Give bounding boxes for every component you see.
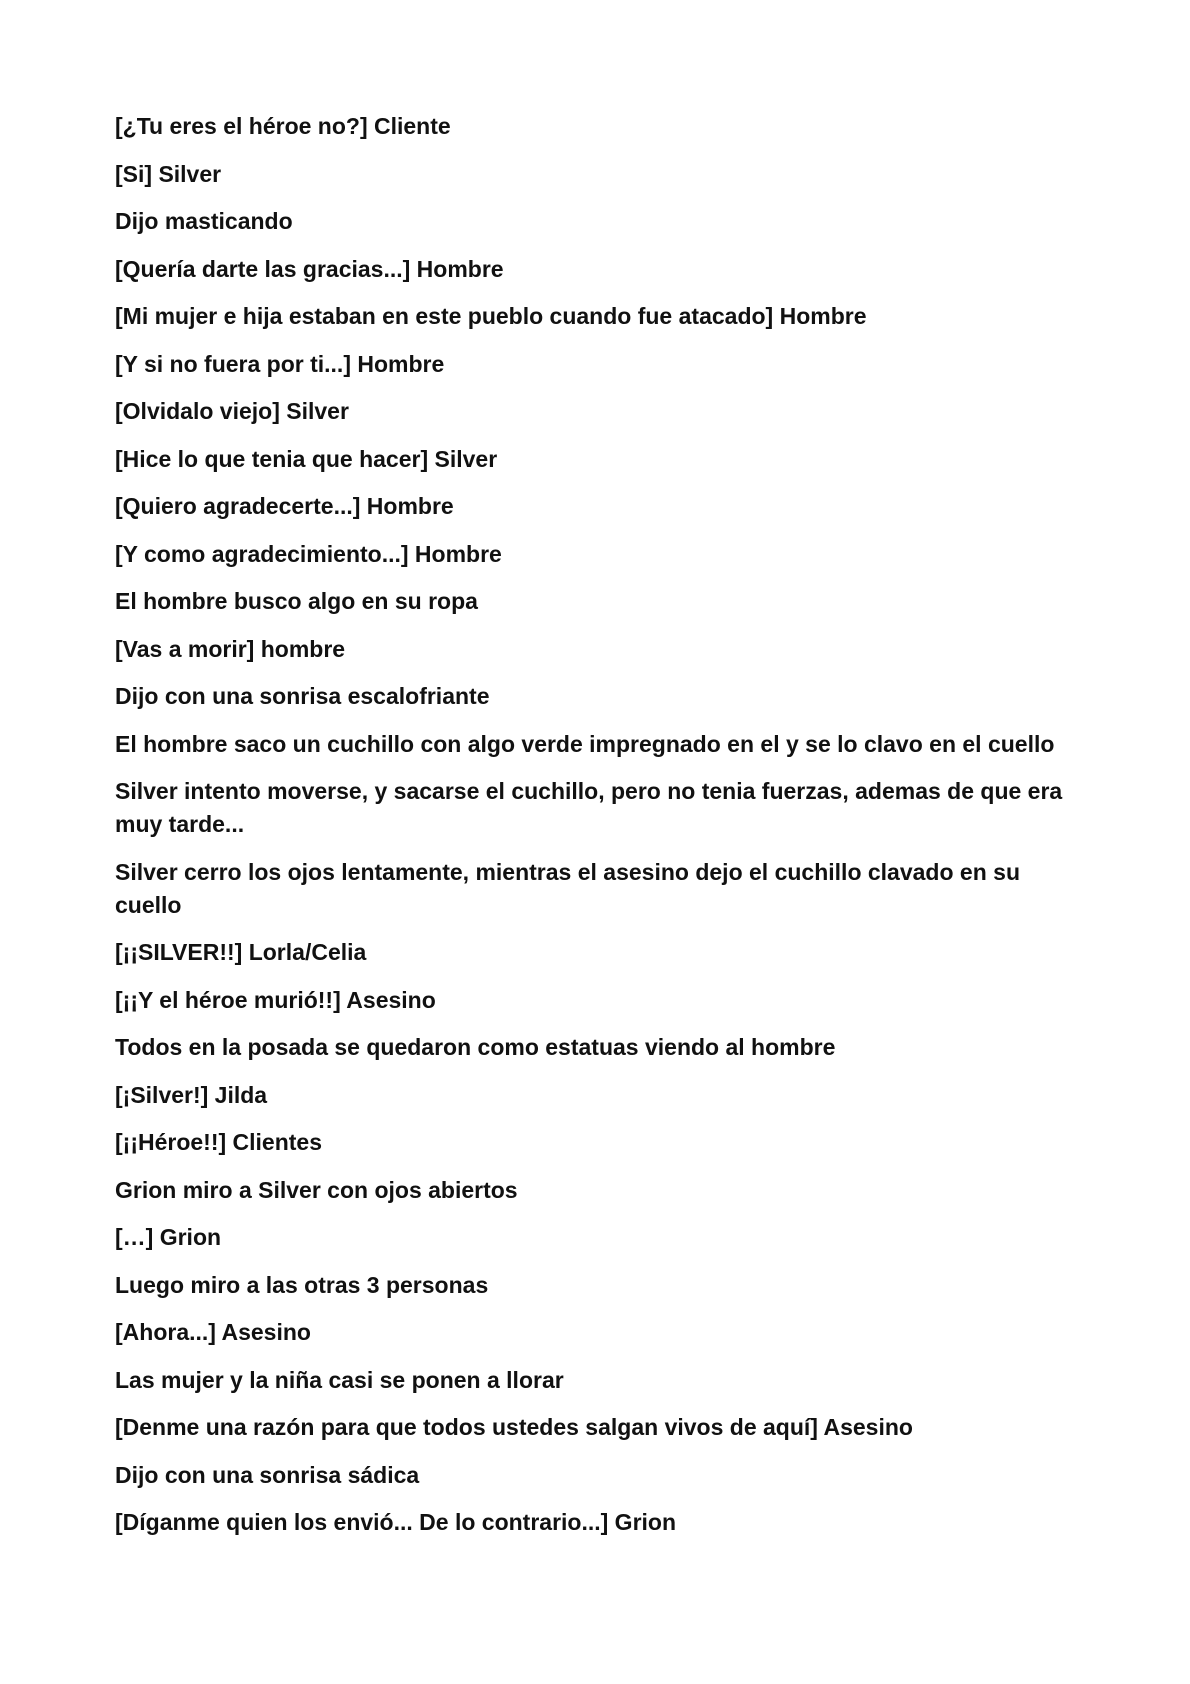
paragraph: El hombre saco un cuchillo con algo verde impregnado en el y se lo clavo en el cuello	[115, 730, 1055, 757]
paragraph: Todos en la posada se quedaron como estatuas viendo al hombre	[115, 1034, 836, 1060]
paragraph: [¡¡Y el héroe murió!!] Asesino	[115, 986, 436, 1013]
document-body	[115, 110, 1075, 1554]
paragraph: Dijo con una sonrisa sádica	[115, 1461, 420, 1488]
paragraph: [Si] Silver	[115, 160, 222, 187]
paragraph: [Olvidalo viejo] Silver	[115, 398, 349, 424]
paragraph: [Y como agradecimiento...] Hombre	[115, 540, 502, 567]
paragraph: [Hice lo que tenia que hacer] Silver	[115, 445, 498, 472]
paragraph: Las mujer y la niña casi se ponen a llorar	[115, 1366, 564, 1393]
paragraph: [¿Tu eres el héroe no?] Cliente	[115, 113, 451, 139]
paragraph: Grion miro a Silver con ojos abiertos	[115, 1176, 518, 1203]
paragraph: [¡¡Héroe!!] Clientes	[115, 1129, 323, 1155]
paragraph: [Quería darte las gracias...] Hombre	[115, 255, 504, 282]
paragraph: [¡¡SILVER!!] Lorla/Celia	[115, 939, 367, 965]
paragraph: [Vas a morir] hombre	[115, 635, 346, 662]
paragraph: [¡Silver!] Jilda	[115, 1081, 268, 1108]
paragraph: [Y si no fuera por ti...] Hombre	[115, 350, 445, 377]
paragraph: Silver intento moverse, y sacarse el cuchillo, pero no tenia fuerzas, ademas de que era muy tarde...	[115, 778, 1063, 837]
paragraph: [Ahora...] Asesino	[115, 1319, 311, 1345]
paragraph: […] Grion	[115, 1224, 222, 1250]
paragraph: [Quiero agradecerte...] Hombre	[115, 493, 454, 519]
paragraph: Dijo masticando	[115, 208, 293, 234]
paragraph: [Denme una razón para que todos ustedes salgan vivos de aquí] Asesino	[115, 1414, 913, 1440]
paragraph: El hombre busco algo en su ropa	[115, 588, 478, 614]
paragraph: [Díganme quien los envió... De lo contrario...] Grion	[115, 1509, 677, 1535]
paragraph: Dijo con una sonrisa escalofriante	[115, 683, 490, 709]
paragraph: [Mi mujer e hija estaban en este pueblo cuando fue atacado] Hombre	[115, 303, 867, 329]
paragraph: Luego miro a las otras 3 personas	[115, 1271, 489, 1298]
paragraph: Silver cerro los ojos lentamente, mientras el asesino dejo el cuchillo clavado en su cuello	[115, 858, 1020, 918]
